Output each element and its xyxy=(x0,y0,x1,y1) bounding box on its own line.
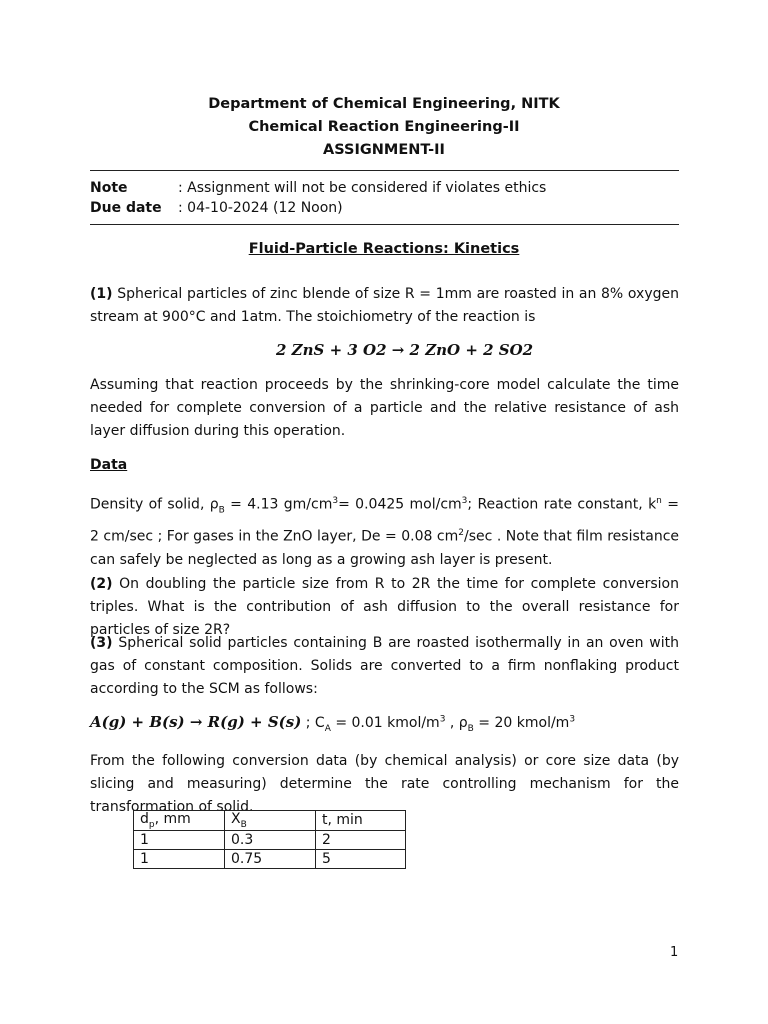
department-heading: Department of Chemical Engineering, NITK xyxy=(208,96,560,112)
assignment-heading: ASSIGNMENT-II xyxy=(323,142,445,158)
due-date-value: : 04-10-2024 (12 Noon) xyxy=(178,200,343,216)
question-1-number: (1) xyxy=(90,286,113,302)
note-label: Note xyxy=(90,180,128,196)
question-3-followup: From the following conversion data (by chemical analysis) or core size data (by slicing and measuring) determine the rate controlling mechanism for the transformation of solid. xyxy=(90,753,679,815)
table-header-row xyxy=(134,811,406,831)
header-particle-size: $d_p$, mm xyxy=(134,811,225,831)
due-date-label: Due date xyxy=(90,200,162,216)
data-paragraph: Density of solid, $\rho_B = 4.13$ $gm/cm^3= 0.0425$ mol/$cm^3$; Reaction rate constant, $k^n = 2$ cm/sec ; For gases in the ZnO layer, De = 0.08 $cm^2/\sec$ . Note that film resistance can safely be neglected as long as a growing ash layer is present. xyxy=(90,496,680,569)
data-heading: Data xyxy=(90,457,128,473)
header-conversion: $X_B$ xyxy=(225,811,316,831)
question-3-equation-line: A(g) + B(s) → R(g) + S(s) ; $C_A = 0.01$ kmol/$m^3$ , $\rho_B = 20$ kmol/$m^3$ xyxy=(90,713,576,734)
note-value: : Assignment will not be considered if violates ethics xyxy=(178,180,547,196)
course-heading: Chemical Reaction Engineering-II xyxy=(248,119,520,135)
question-2-body: On doubling the particle size from R to 2R the time for complete conversion triples. What is the contribution of ash diffusion to the overall resistance for particles of size 2R? xyxy=(90,576,679,638)
data-table xyxy=(133,810,406,869)
question-2-number: (2) xyxy=(90,576,113,592)
section-title: Fluid-Particle Reactions: Kinetics xyxy=(248,241,520,257)
page-number: 1 xyxy=(670,945,679,960)
question-1-followup: Assuming that reaction proceeds by the shrinking-core model calculate the time needed for complete conversion of a particle and the relative resistance of ash layer diffusion during this operation. xyxy=(90,377,679,439)
question-1-equation: 2 ZnS + 3 O2 → 2 ZnO + 2 SO2 xyxy=(276,341,534,359)
question-3-body: Spherical solid particles containing B are roasted isothermally in an oven with gas of constant composition. Solids are converted to a firm nonflaking product according to the SCM as follows: xyxy=(90,635,679,697)
bottom-rule xyxy=(90,224,679,225)
table-row: 1 0.3 2 xyxy=(134,830,406,849)
table-row: 1 0.75 5 xyxy=(134,849,406,868)
top-rule xyxy=(90,170,679,171)
question-1-text xyxy=(90,283,679,329)
question-3-number: (3) xyxy=(90,635,113,651)
question-3-text xyxy=(90,632,679,701)
question-3-equation: A(g) + B(s) → R(g) + S(s) xyxy=(90,713,302,731)
question-1-body: Spherical particles of zinc blende of size R = 1mm are roasted in an 8% oxygen stream at 900°C and 1atm. The stoichiometry of the reaction is xyxy=(90,286,679,325)
header-time: t, min xyxy=(316,811,406,831)
